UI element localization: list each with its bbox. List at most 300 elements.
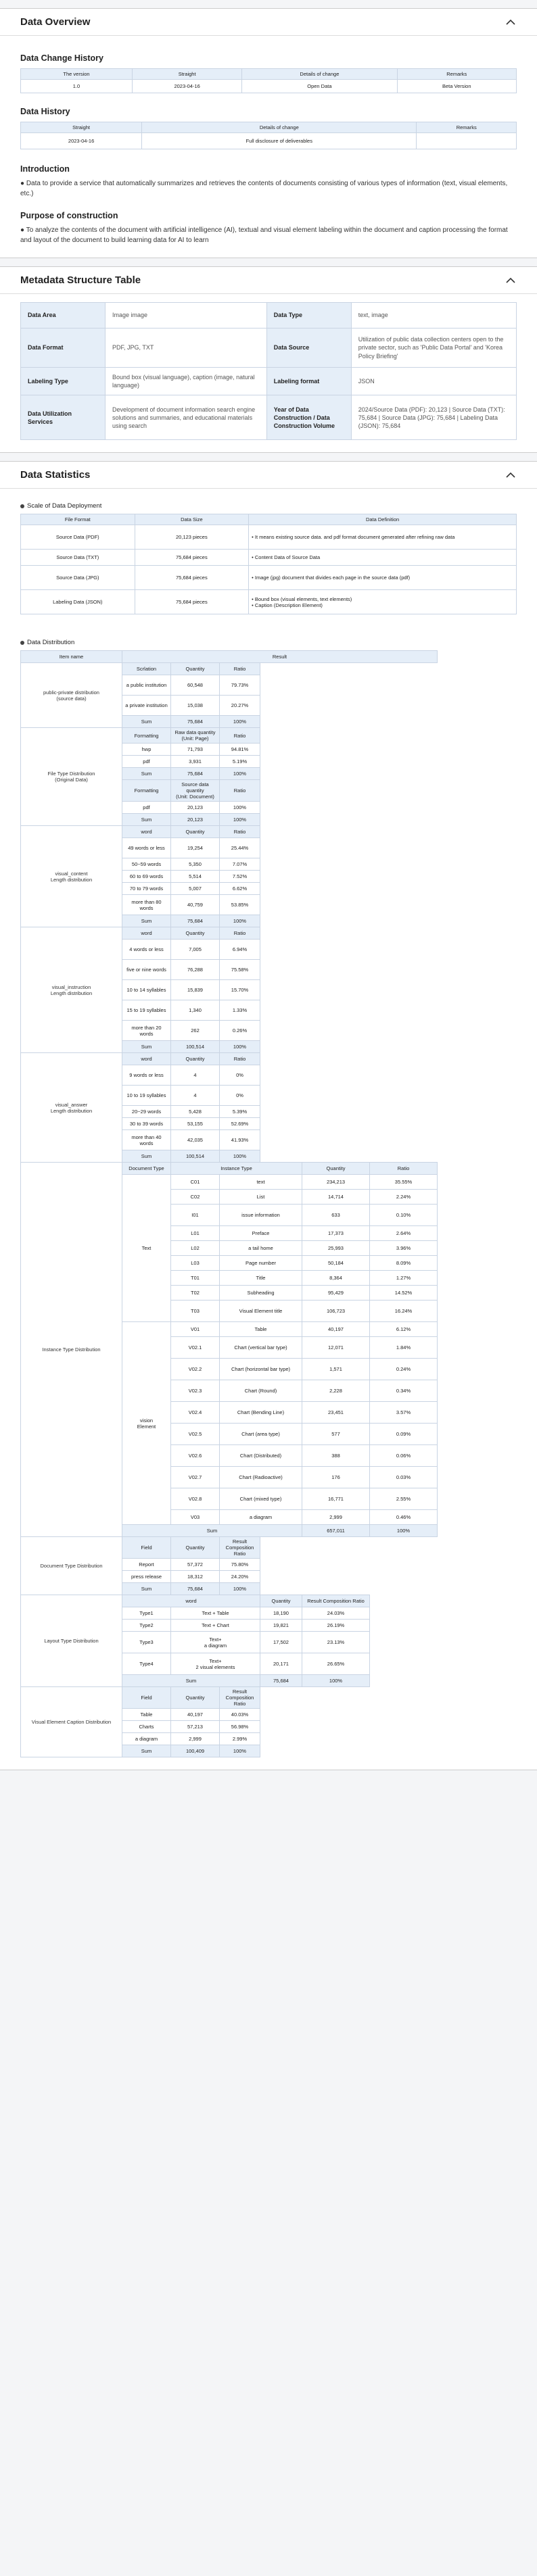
table-cell: more than 80 words bbox=[122, 895, 171, 915]
table-cell: Text + Table bbox=[171, 1607, 260, 1620]
spacer bbox=[260, 826, 438, 927]
spacer bbox=[370, 1607, 438, 1620]
table-cell: 3.57% bbox=[370, 1402, 438, 1424]
table-cell: Source Data (JPG) bbox=[21, 566, 135, 590]
table-cell: 53.85% bbox=[220, 895, 260, 915]
sub-header-row bbox=[21, 1687, 517, 1709]
table-cell: 15.70% bbox=[220, 980, 260, 1000]
table-cell: 12,071 bbox=[302, 1337, 370, 1359]
table-cell: 10 to 14 syllables bbox=[122, 980, 171, 1000]
metadata-row bbox=[21, 329, 517, 368]
sum-cell: 100% bbox=[220, 915, 260, 927]
metadata-value: Utilization of public data collection centers open to the private sector, such as 'Public Data Portal' and 'Korea Policy Briefing' bbox=[351, 329, 516, 368]
sum-cell: 100% bbox=[220, 768, 260, 780]
metadata-value: Development of document information search engine solutions and summaries, and educational materials using search bbox=[106, 395, 267, 440]
table-cell: 2023-04-16 bbox=[21, 133, 142, 149]
sum-cell: 100,409 bbox=[171, 1745, 220, 1757]
table-cell: 2,999 bbox=[171, 1733, 220, 1745]
table-cell: Chart (Radioactive) bbox=[220, 1467, 302, 1488]
table-cell: 5,007 bbox=[171, 883, 220, 895]
table-cell: 5.39% bbox=[220, 1106, 260, 1118]
group-name: Document Type Distribution bbox=[21, 1537, 122, 1595]
table-cell: Chart (horizontal bar type) bbox=[220, 1359, 302, 1380]
document-type-vision: vision Element bbox=[122, 1322, 171, 1525]
column-header: Straight bbox=[133, 69, 242, 80]
table-cell: Chart (mixed type) bbox=[220, 1488, 302, 1510]
table-cell: V02.4 bbox=[171, 1402, 220, 1424]
table-cell: 1.27% bbox=[370, 1271, 438, 1286]
table-cell: Page number bbox=[220, 1256, 302, 1271]
metadata-header[interactable] bbox=[0, 267, 537, 294]
chevron-up-icon[interactable] bbox=[505, 469, 517, 481]
metadata-value: PDF, JPG, TXT bbox=[106, 329, 267, 368]
sub-header: Result Composition Ratio bbox=[220, 1687, 260, 1709]
spacer bbox=[438, 1359, 517, 1380]
sum-cell: Sum bbox=[122, 915, 171, 927]
sub-header: Instance Type bbox=[171, 1163, 302, 1175]
table-cell: 15,839 bbox=[171, 980, 220, 1000]
intro-text: ● Data to provide a service that automatically summarizes and retrieves the contents of documents consisting of various types of information (text, visual elements, etc.) bbox=[20, 180, 508, 197]
sub-header-row bbox=[21, 1053, 517, 1065]
table-cell: 71,793 bbox=[171, 744, 220, 756]
column-header: File Format bbox=[21, 514, 135, 525]
spacer bbox=[370, 1653, 438, 1675]
spacer bbox=[438, 1510, 517, 1525]
table-cell: 15 to 19 syllables bbox=[122, 1000, 171, 1021]
document-type-text: Text bbox=[122, 1175, 171, 1322]
sub-header: Formatting bbox=[122, 728, 171, 744]
table-cell: 35.55% bbox=[370, 1175, 438, 1190]
table-cell: 2.55% bbox=[370, 1488, 438, 1510]
table-cell: Type4 bbox=[122, 1653, 171, 1675]
sum-cell: Sum bbox=[122, 1583, 171, 1595]
table-cell: • Image (jpg) document that divides each page in the source data (pdf) bbox=[249, 566, 517, 590]
table-cell: 14,714 bbox=[302, 1190, 370, 1205]
table-cell: 5,428 bbox=[171, 1106, 220, 1118]
table-cell: 56.98% bbox=[220, 1721, 260, 1733]
sub-header: Field bbox=[122, 1687, 171, 1709]
table-cell: 14.52% bbox=[370, 1286, 438, 1301]
sub-header: Quantity bbox=[171, 663, 220, 675]
spacer bbox=[438, 1322, 517, 1337]
data-overview-panel bbox=[0, 8, 537, 258]
column-header: Remarks bbox=[417, 122, 517, 133]
table-cell: Title bbox=[220, 1271, 302, 1286]
table-cell: L03 bbox=[171, 1256, 220, 1271]
table-cell: C01 bbox=[171, 1175, 220, 1190]
table-cell: Chart (Bending Line) bbox=[220, 1402, 302, 1424]
sub-header: Quantity bbox=[171, 1687, 220, 1709]
sub-header: word bbox=[122, 1053, 171, 1065]
table-cell: Chart (area type) bbox=[220, 1424, 302, 1445]
table-cell: V02.6 bbox=[171, 1445, 220, 1467]
table-cell: 26.19% bbox=[302, 1620, 370, 1632]
table-cell: List bbox=[220, 1190, 302, 1205]
sum-cell: 100% bbox=[220, 1150, 260, 1163]
metadata-label: Data Source bbox=[266, 329, 351, 368]
table-cell: 0.46% bbox=[370, 1510, 438, 1525]
sub-header: Result Composition Ratio bbox=[220, 1537, 260, 1559]
sub-header: Ratio bbox=[220, 780, 260, 802]
sub-header-row bbox=[21, 927, 517, 940]
table-cell: 16.24% bbox=[370, 1301, 438, 1322]
section-title: Data Change History bbox=[20, 53, 103, 63]
table-cell: 19,821 bbox=[260, 1620, 302, 1632]
table-cell: 5,350 bbox=[171, 858, 220, 871]
table-cell: Chart (Round) bbox=[220, 1380, 302, 1402]
table-cell: 24.03% bbox=[302, 1607, 370, 1620]
table-cell: T02 bbox=[171, 1286, 220, 1301]
table-cell: • It means existing source data. and pdf format document generated after refining raw data bbox=[249, 525, 517, 550]
table-cell: 40,759 bbox=[171, 895, 220, 915]
sub-header: Quantity bbox=[302, 1163, 370, 1175]
table-cell: Source Data (PDF) bbox=[21, 525, 135, 550]
table-cell: 75,684 pieces bbox=[135, 550, 249, 566]
bullet-icon bbox=[20, 504, 24, 508]
change-history-table bbox=[20, 68, 517, 93]
table-header-row bbox=[21, 514, 517, 525]
column-header: Data Definition bbox=[249, 514, 517, 525]
spacer bbox=[260, 927, 438, 1053]
metadata-table bbox=[20, 302, 517, 440]
table-cell: C02 bbox=[171, 1190, 220, 1205]
metadata-value: JSON bbox=[351, 368, 516, 395]
column-header: Details of change bbox=[242, 69, 397, 80]
spacer bbox=[438, 1286, 517, 1301]
sub-header: Ratio bbox=[220, 927, 260, 940]
table-cell: V02.1 bbox=[171, 1337, 220, 1359]
spacer bbox=[260, 1537, 438, 1595]
spacer bbox=[260, 663, 438, 728]
table-cell: 2,228 bbox=[302, 1380, 370, 1402]
sub-header: Source data quantity (Unit: Document) bbox=[171, 780, 220, 802]
table-cell: 0% bbox=[220, 1086, 260, 1106]
spacer bbox=[260, 1053, 438, 1163]
table-cell: Charts bbox=[122, 1721, 171, 1733]
table-cell: Visual Element title bbox=[220, 1301, 302, 1322]
table-cell: 75.58% bbox=[220, 960, 260, 980]
table-cell: 57,213 bbox=[171, 1721, 220, 1733]
sub-header-row bbox=[21, 1595, 517, 1607]
table-cell: 70 to 79 words bbox=[122, 883, 171, 895]
table-cell: T01 bbox=[171, 1271, 220, 1286]
sum-cell: 75,684 bbox=[171, 915, 220, 927]
sub-header-row bbox=[21, 728, 517, 744]
column-header: Item name bbox=[21, 651, 122, 663]
table-cell: text bbox=[220, 1175, 302, 1190]
metadata-value: Bound box (visual language), caption (image, natural language) bbox=[106, 368, 267, 395]
table-cell: 52.69% bbox=[220, 1118, 260, 1130]
sum-cell: 75,684 bbox=[171, 768, 220, 780]
column-header: Remarks bbox=[397, 69, 516, 80]
table-cell: 25.44% bbox=[220, 838, 260, 858]
metadata-row bbox=[21, 368, 517, 395]
table-cell: 577 bbox=[302, 1424, 370, 1445]
table-cell: V02.7 bbox=[171, 1467, 220, 1488]
sub-header: Quantity bbox=[171, 826, 220, 838]
sub-header: Quantity bbox=[171, 1053, 220, 1065]
table-cell: V02.2 bbox=[171, 1359, 220, 1380]
distribution-label: Data Distribution bbox=[20, 639, 517, 646]
sub-header: Quantity bbox=[171, 1537, 220, 1559]
column-header: The version bbox=[21, 69, 133, 80]
spacer bbox=[260, 780, 438, 826]
table-cell: 20,123 bbox=[171, 802, 220, 814]
table-cell: Type1 bbox=[122, 1607, 171, 1620]
table-cell: 30 to 39 words bbox=[122, 1118, 171, 1130]
table-cell: 0.09% bbox=[370, 1424, 438, 1445]
table-cell: 18,190 bbox=[260, 1607, 302, 1620]
table-cell: 26.65% bbox=[302, 1653, 370, 1675]
history-table bbox=[20, 122, 517, 149]
table-cell: 0.06% bbox=[370, 1445, 438, 1467]
table-cell: more than 20 words bbox=[122, 1021, 171, 1041]
table-cell: 75.80% bbox=[220, 1559, 260, 1571]
sub-header-row bbox=[21, 826, 517, 838]
metadata-label: Year of Data Construction / Data Construction Volume bbox=[266, 395, 351, 440]
table-cell: 176 bbox=[302, 1467, 370, 1488]
spacer bbox=[438, 1241, 517, 1256]
metadata-value: Image image bbox=[106, 303, 267, 329]
table-cell: 6.94% bbox=[220, 940, 260, 960]
table-cell: 633 bbox=[302, 1205, 370, 1226]
table-cell: a public institution bbox=[122, 675, 171, 696]
table-cell: V02.8 bbox=[171, 1488, 220, 1510]
table-cell: 40.03% bbox=[220, 1709, 260, 1721]
metadata-panel bbox=[0, 266, 537, 453]
sub-header: Field bbox=[122, 1537, 171, 1559]
spacer bbox=[370, 1620, 438, 1632]
table-cell: V02.5 bbox=[171, 1424, 220, 1445]
sub-header-row bbox=[21, 1163, 517, 1175]
metadata-value: 2024/Source Data (PDF): 20,123 | Source Data (TXT): 75,684 | Source Data (JPG): 75,684 | Labeling Data (JSON): 75,684 bbox=[351, 395, 516, 440]
sum-cell: 100% bbox=[220, 1583, 260, 1595]
table-cell: 41.93% bbox=[220, 1130, 260, 1150]
group-name: Visual Element Caption Distribution bbox=[21, 1687, 122, 1757]
table-cell: 76,288 bbox=[171, 960, 220, 980]
table-cell: 94.81% bbox=[220, 744, 260, 756]
table-cell: 57,372 bbox=[171, 1559, 220, 1571]
table-cell: T03 bbox=[171, 1301, 220, 1322]
table-row bbox=[21, 525, 517, 550]
sub-header: word bbox=[122, 927, 171, 940]
table-cell: 7.52% bbox=[220, 871, 260, 883]
table-cell: 6.12% bbox=[370, 1322, 438, 1337]
column-header: Straight bbox=[21, 122, 142, 133]
sub-header: Document Type bbox=[122, 1163, 171, 1175]
table-cell: 2.24% bbox=[370, 1190, 438, 1205]
sum-cell: Sum bbox=[122, 1525, 302, 1537]
table-cell: 23,451 bbox=[302, 1402, 370, 1424]
table-row bbox=[21, 566, 517, 590]
table-row bbox=[21, 550, 517, 566]
sum-cell: 100% bbox=[220, 1745, 260, 1757]
table-cell: Subheading bbox=[220, 1286, 302, 1301]
metadata-label: Data Utilization Services bbox=[21, 395, 106, 440]
sum-cell: Sum bbox=[122, 716, 171, 728]
scale-table bbox=[20, 514, 517, 614]
table-cell: 20,123 pieces bbox=[135, 525, 249, 550]
table-cell: 20.27% bbox=[220, 696, 260, 716]
data-overview-header[interactable] bbox=[0, 9, 537, 36]
chevron-up-icon[interactable] bbox=[505, 274, 517, 287]
table-cell: 2.99% bbox=[220, 1733, 260, 1745]
table-cell: 18,312 bbox=[171, 1571, 220, 1583]
table-cell: I01 bbox=[171, 1205, 220, 1226]
table-cell: 0.10% bbox=[370, 1205, 438, 1226]
table-cell: 16,771 bbox=[302, 1488, 370, 1510]
spacer bbox=[438, 1380, 517, 1402]
table-cell: pdf bbox=[122, 802, 171, 814]
table-cell: issue information bbox=[220, 1205, 302, 1226]
sub-header: Ratio bbox=[220, 663, 260, 675]
group-name: File Type Distribution (Original Data) bbox=[21, 728, 122, 826]
spacer bbox=[438, 1190, 517, 1205]
table-cell: Text + Chart bbox=[171, 1620, 260, 1632]
sum-cell: 657,011 bbox=[302, 1525, 370, 1537]
table-cell: Text+ 2 visual elements bbox=[171, 1653, 260, 1675]
table-cell: V03 bbox=[171, 1510, 220, 1525]
table-cell: 24.20% bbox=[220, 1571, 260, 1583]
group-name: Instance Type Distribution bbox=[21, 1163, 122, 1537]
sub-header: Quantity bbox=[171, 927, 220, 940]
table-header-row bbox=[21, 122, 517, 133]
spacer bbox=[438, 1205, 517, 1226]
statistics-header[interactable] bbox=[0, 462, 537, 489]
sum-cell: 100,514 bbox=[171, 1150, 220, 1163]
column-header: Details of change bbox=[142, 122, 417, 133]
table-cell: 1.33% bbox=[220, 1000, 260, 1021]
table-cell: 9 words or less bbox=[122, 1065, 171, 1086]
sub-header: Formatting bbox=[122, 780, 171, 802]
table-cell: 50~59 words bbox=[122, 858, 171, 871]
table-cell: Table bbox=[122, 1709, 171, 1721]
sum-cell: 100% bbox=[220, 814, 260, 826]
table-cell: Full disclosure of deliverables bbox=[142, 133, 417, 149]
spacer bbox=[438, 1337, 517, 1359]
table-cell: 2023-04-16 bbox=[133, 80, 242, 93]
spacer bbox=[370, 1632, 438, 1653]
table-cell: 7.07% bbox=[220, 858, 260, 871]
sum-cell: 20,123 bbox=[171, 814, 220, 826]
table-cell: • Bound box (visual elements, text elements) • Caption (Description Element) bbox=[249, 590, 517, 614]
table-cell: 20,171 bbox=[260, 1653, 302, 1675]
table-cell: 2,999 bbox=[302, 1510, 370, 1525]
table-cell: 3,931 bbox=[171, 756, 220, 768]
table-cell: 0.24% bbox=[370, 1359, 438, 1380]
table-cell: 75,684 pieces bbox=[135, 590, 249, 614]
table-cell: 1.84% bbox=[370, 1337, 438, 1359]
table-cell: 79.73% bbox=[220, 675, 260, 696]
spacer bbox=[438, 1488, 517, 1510]
table-cell: 0.34% bbox=[370, 1380, 438, 1402]
metadata-row bbox=[21, 303, 517, 329]
scale-label: Scale of Data Deployment bbox=[20, 502, 517, 510]
table-cell: hwp bbox=[122, 744, 171, 756]
column-header: Data Size bbox=[135, 514, 249, 525]
sum-cell: 75,684 bbox=[171, 1583, 220, 1595]
table-cell: 6.62% bbox=[220, 883, 260, 895]
table-cell: 53,155 bbox=[171, 1118, 220, 1130]
table-cell: Preface bbox=[220, 1226, 302, 1241]
table-cell: Beta Version bbox=[397, 80, 516, 93]
table-cell: Chart (vertical bar type) bbox=[220, 1337, 302, 1359]
bullet-icon bbox=[20, 641, 24, 645]
statistics-panel bbox=[0, 461, 537, 1770]
table-cell: 106,723 bbox=[302, 1301, 370, 1322]
sum-cell: Sum bbox=[122, 1745, 171, 1757]
table-cell: a private institution bbox=[122, 696, 171, 716]
table-cell: 0.03% bbox=[370, 1467, 438, 1488]
sub-header: Raw data quantity (Unit: Page) bbox=[171, 728, 220, 744]
metadata-label: Labeling Type bbox=[21, 368, 106, 395]
table-cell: 25,993 bbox=[302, 1241, 370, 1256]
distribution-table bbox=[20, 650, 517, 1757]
table-cell: 50,184 bbox=[302, 1256, 370, 1271]
chevron-up-icon[interactable] bbox=[505, 16, 517, 28]
metadata-label: Data Area bbox=[21, 303, 106, 329]
sub-header: word bbox=[122, 1595, 260, 1607]
group-name: public-private distribution (source data) bbox=[21, 663, 122, 728]
section-title: Data History bbox=[20, 107, 70, 116]
spacer bbox=[438, 1402, 517, 1424]
table-cell: 3.96% bbox=[370, 1241, 438, 1256]
sum-cell: Sum bbox=[122, 768, 171, 780]
table-cell: Chart (Distributed) bbox=[220, 1445, 302, 1467]
table-cell: a tail home bbox=[220, 1241, 302, 1256]
section-title: Introduction bbox=[20, 164, 70, 174]
table-cell: 20~29 words bbox=[122, 1106, 171, 1118]
table-cell: 0.26% bbox=[220, 1021, 260, 1041]
sum-cell: Sum bbox=[122, 814, 171, 826]
table-cell: 1.0 bbox=[21, 80, 133, 93]
panel-title: Data Statistics bbox=[20, 469, 91, 481]
metadata-label: Labeling format bbox=[266, 368, 351, 395]
spacer bbox=[370, 1675, 438, 1687]
sum-cell: Sum bbox=[122, 1150, 171, 1163]
table-cell: L01 bbox=[171, 1226, 220, 1241]
table-cell: 4 bbox=[171, 1065, 220, 1086]
table-cell: V01 bbox=[171, 1322, 220, 1337]
spacer bbox=[438, 1467, 517, 1488]
sum-cell: Sum bbox=[122, 1041, 171, 1053]
table-cell: 42,035 bbox=[171, 1130, 220, 1150]
sum-cell: 100% bbox=[302, 1675, 370, 1687]
table-cell: Type3 bbox=[122, 1632, 171, 1653]
sub-header: Quantity bbox=[260, 1595, 302, 1607]
sub-header: Ratio bbox=[220, 728, 260, 744]
metadata-label: Data Format bbox=[21, 329, 106, 368]
table-cell: Source Data (TXT) bbox=[21, 550, 135, 566]
sub-header: Ratio bbox=[220, 826, 260, 838]
table-cell: 40,197 bbox=[302, 1322, 370, 1337]
table-cell: five or nine words bbox=[122, 960, 171, 980]
table-cell: 10 to 19 syllables bbox=[122, 1086, 171, 1106]
table-cell: 5,514 bbox=[171, 871, 220, 883]
table-cell: 0% bbox=[220, 1065, 260, 1086]
sum-cell: 75,684 bbox=[171, 716, 220, 728]
metadata-value: text, image bbox=[351, 303, 516, 329]
table-row bbox=[21, 80, 517, 93]
table-cell: 15,038 bbox=[171, 696, 220, 716]
table-cell: 17,373 bbox=[302, 1226, 370, 1241]
table-cell: a diagram bbox=[122, 1733, 171, 1745]
spacer bbox=[260, 728, 438, 780]
table-cell: 8.09% bbox=[370, 1256, 438, 1271]
sub-header: Ratio bbox=[220, 1053, 260, 1065]
group-name: visual_content Length distribution bbox=[21, 826, 122, 927]
table-cell: 23.13% bbox=[302, 1632, 370, 1653]
